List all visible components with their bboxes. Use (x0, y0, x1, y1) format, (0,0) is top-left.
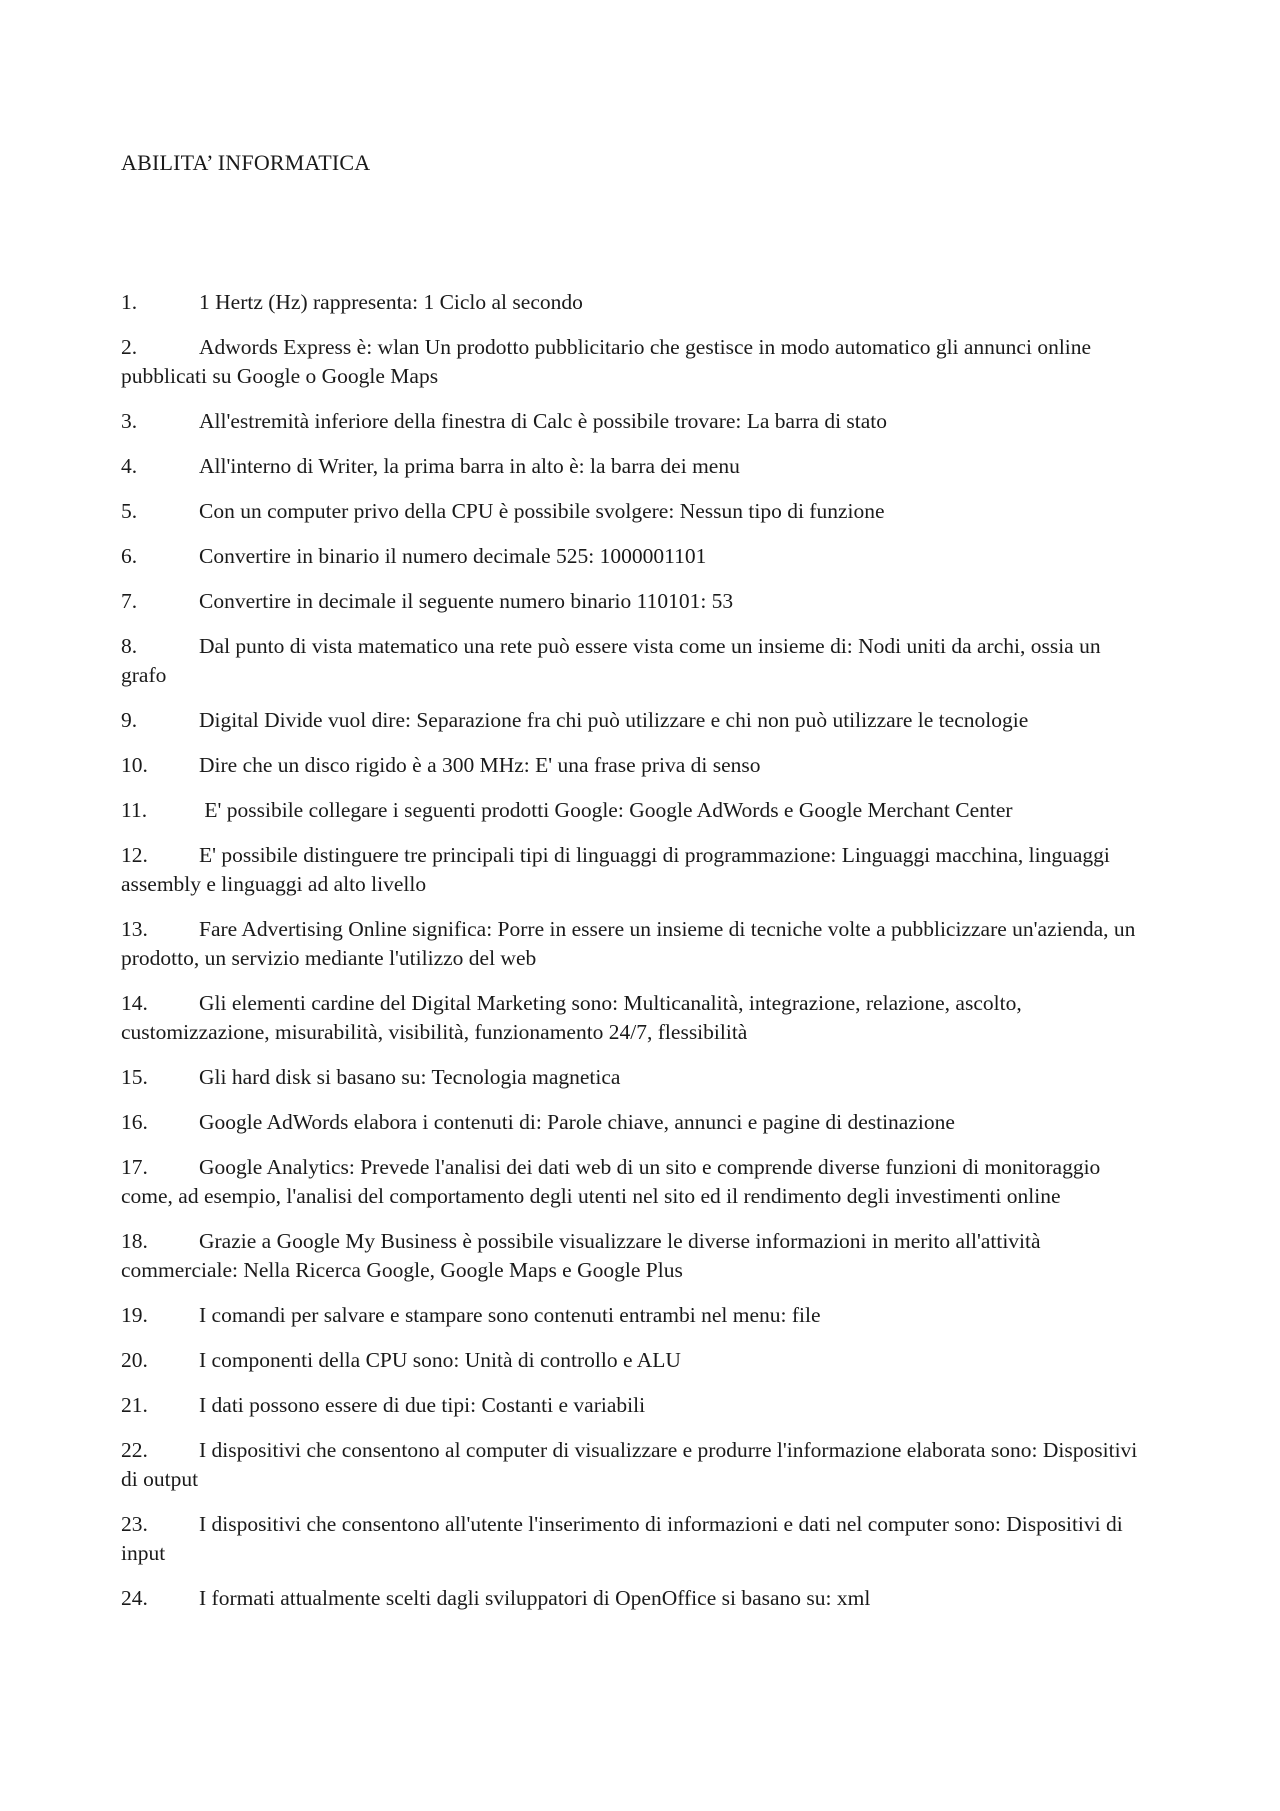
list-item (121, 1346, 1141, 1375)
item-number: 23. (121, 1512, 148, 1536)
item-text: Digital Divide vuol dire: Separazione fra chi può utilizzare e chi non può utilizzare le tecnologie (199, 708, 1029, 732)
item-text: Convertire in binario il numero decimale 525: 1000001101 (199, 544, 707, 568)
item-text: Adwords Express è: wlan Un prodotto pubblicitario che gestisce in modo automatico gli annunci online pubblicati su Google o Google Maps (121, 335, 1092, 388)
list-item (121, 1063, 1141, 1092)
item-number: 6. (121, 544, 138, 568)
item-number: 11. (121, 798, 148, 822)
item-number: 14. (121, 991, 148, 1015)
item-number: 4. (121, 454, 138, 478)
list-item (121, 1301, 1141, 1330)
list-item (121, 1227, 1141, 1285)
item-number: 9. (121, 708, 138, 732)
item-number: 15. (121, 1065, 148, 1089)
list-item (121, 632, 1141, 690)
list-item (121, 1584, 1141, 1613)
item-number: 20. (121, 1348, 148, 1372)
item-number: 12. (121, 843, 148, 867)
list-item (121, 706, 1141, 735)
item-number: 10. (121, 753, 148, 777)
list-item (121, 796, 1141, 825)
list-item (121, 333, 1141, 391)
list-item (121, 841, 1141, 899)
list-item (121, 915, 1141, 973)
list-item (121, 542, 1141, 571)
item-number: 16. (121, 1110, 148, 1134)
item-number: 5. (121, 499, 138, 523)
item-text: Google Analytics: Prevede l'analisi dei dati web di un sito e comprende diverse funzioni di monitoraggio come, ad esempio, l'analisi del comportamento degli utenti nel sito ed il rendimento degli investimenti online (121, 1155, 1101, 1208)
item-text: Dire che un disco rigido è a 300 MHz: E' una frase priva di senso (199, 753, 761, 777)
item-number: 3. (121, 409, 138, 433)
document-title: ABILITA’ INFORMATICA (121, 150, 371, 175)
list-item (121, 288, 1141, 317)
list-item (121, 1436, 1141, 1494)
item-text: E' possibile distinguere tre principali tipi di linguaggi di programmazione: Linguaggi macchina, linguaggi assembly e linguaggi ad alto livello (121, 843, 1110, 896)
item-text: Grazie a Google My Business è possibile visualizzare le diverse informazioni in merito all'attività commerciale: Nella Ricerca Google, Google Maps e Google Plus (121, 1229, 1041, 1282)
item-text: I comandi per salvare e stampare sono contenuti entrambi nel menu: file (199, 1303, 821, 1327)
list-item (121, 497, 1141, 526)
item-text: I componenti della CPU sono: Unità di controllo e ALU (199, 1348, 681, 1372)
question-list (121, 288, 1141, 1629)
list-item (121, 407, 1141, 436)
list-item (121, 452, 1141, 481)
item-text: E' possibile collegare i seguenti prodotti Google: Google AdWords e Google Merchant Center (199, 798, 1013, 822)
item-text: Google AdWords elabora i contenuti di: Parole chiave, annunci e pagine di destinazione (199, 1110, 955, 1134)
item-text: All'interno di Writer, la prima barra in alto è: la barra dei menu (199, 454, 740, 478)
item-text: I dispositivi che consentono al computer di visualizzare e produrre l'informazione elaborata sono: Dispositivi di output (121, 1438, 1138, 1491)
list-item (121, 1391, 1141, 1420)
item-number: 19. (121, 1303, 148, 1327)
list-item (121, 587, 1141, 616)
item-number: 13. (121, 917, 148, 941)
list-item (121, 1510, 1141, 1568)
item-text: Fare Advertising Online significa: Porre in essere un insieme di tecniche volte a pubblicizzare un'azienda, un prodotto, un servizio mediante l'utilizzo del web (121, 917, 1136, 970)
list-item (121, 1108, 1141, 1137)
item-text: Gli hard disk si basano su: Tecnologia magnetica (199, 1065, 621, 1089)
item-text: Dal punto di vista matematico una rete può essere vista come un insieme di: Nodi uniti da archi, ossia un grafo (121, 634, 1101, 687)
item-text: Gli elementi cardine del Digital Marketing sono: Multicanalità, integrazione, relazione, ascolto, customizzazione, misurabilità, visibilità, funzionamento 24/7, flessibilità (121, 991, 1022, 1044)
item-number: 24. (121, 1586, 148, 1610)
item-text: Con un computer privo della CPU è possibile svolgere: Nessun tipo di funzione (199, 499, 885, 523)
item-text: I dispositivi che consentono all'utente l'inserimento di informazioni e dati nel computer sono: Dispositivi di input (121, 1512, 1123, 1565)
item-text: All'estremità inferiore della finestra di Calc è possibile trovare: La barra di stato (199, 409, 888, 433)
item-number: 1. (121, 290, 138, 314)
list-item (121, 1153, 1141, 1211)
item-number: 21. (121, 1393, 148, 1417)
list-item (121, 989, 1141, 1047)
item-number: 17. (121, 1155, 148, 1179)
item-text: Convertire in decimale il seguente numero binario 110101: 53 (199, 589, 734, 613)
item-number: 18. (121, 1229, 148, 1253)
item-text: 1 Hertz (Hz) rappresenta: 1 Ciclo al secondo (199, 290, 583, 314)
item-number: 7. (121, 589, 138, 613)
list-item (121, 751, 1141, 780)
item-number: 2. (121, 335, 138, 359)
item-text: I formati attualmente scelti dagli sviluppatori di OpenOffice si basano su: xml (199, 1586, 871, 1610)
item-number: 22. (121, 1438, 148, 1462)
item-text: I dati possono essere di due tipi: Costanti e variabili (199, 1393, 646, 1417)
item-number: 8. (121, 634, 138, 658)
